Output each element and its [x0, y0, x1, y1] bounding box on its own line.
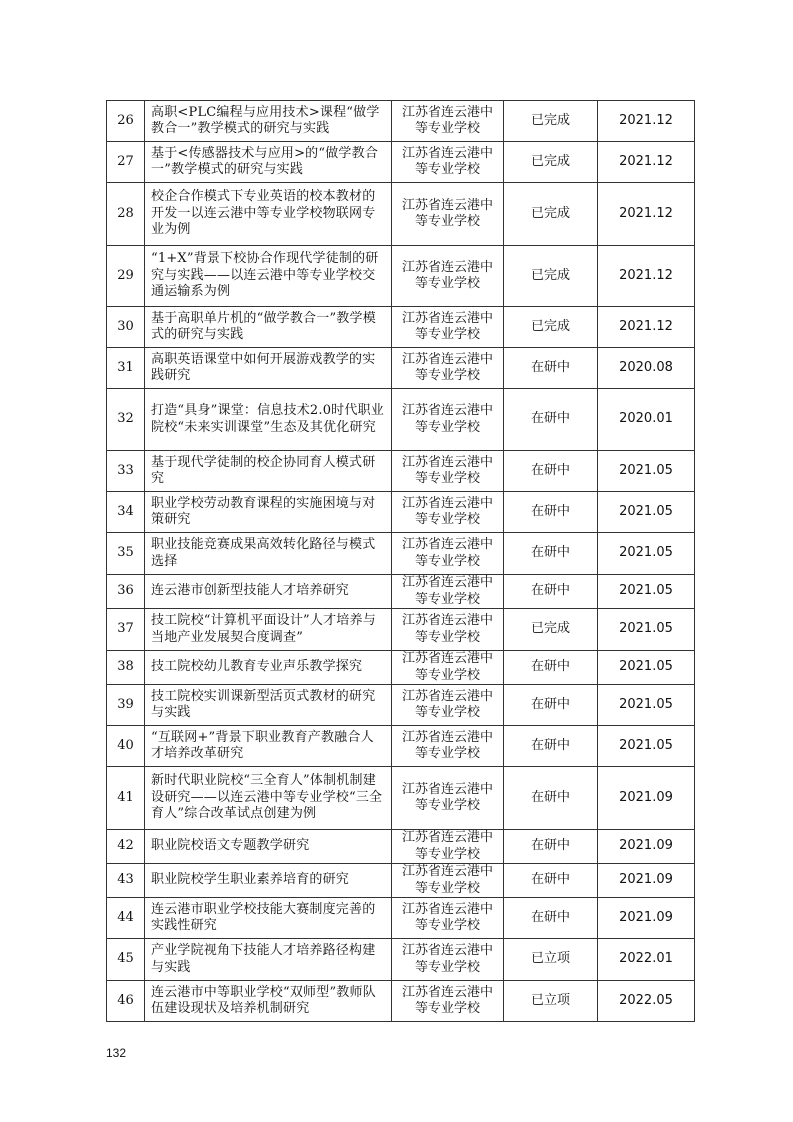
unit-name: 江苏省连云港中等专业学校 — [392, 651, 504, 685]
project-status: 在研中 — [504, 864, 598, 898]
row-number: 44 — [107, 898, 145, 939]
row-number: 45 — [107, 939, 145, 981]
unit-name: 江苏省连云港中等专业学校 — [392, 183, 504, 246]
project-status: 已完成 — [504, 183, 598, 246]
project-title: 职业学校劳动教育课程的实施困境与对策研究 — [145, 492, 392, 533]
project-title: 连云港市创新型技能人才培养研究 — [145, 575, 392, 609]
project-status: 在研中 — [504, 389, 598, 451]
unit-name: 江苏省连云港中等专业学校 — [392, 864, 504, 898]
project-title: “1+X”背景下校协合作现代学徒制的研究与实践——以连云港中等专业学校交通运输系为例 — [145, 246, 392, 307]
row-number: 46 — [107, 981, 145, 1022]
row-number: 29 — [107, 246, 145, 307]
row-number: 28 — [107, 183, 145, 246]
project-date: 2022.01 — [598, 939, 695, 981]
project-status: 已完成 — [504, 609, 598, 651]
row-number: 41 — [107, 767, 145, 830]
project-status: 已完成 — [504, 246, 598, 307]
table-row — [107, 651, 695, 685]
table-row — [107, 981, 695, 1022]
table-row — [107, 685, 695, 726]
unit-name: 江苏省连云港中等专业学校 — [392, 389, 504, 451]
row-number: 39 — [107, 685, 145, 726]
row-number: 34 — [107, 492, 145, 533]
project-status: 在研中 — [504, 533, 598, 575]
table-row — [107, 830, 695, 864]
table-row — [107, 389, 695, 451]
table-row — [107, 183, 695, 246]
project-date: 2021.12 — [598, 307, 695, 348]
project-status: 已立项 — [504, 981, 598, 1022]
table-row — [107, 307, 695, 348]
row-number: 32 — [107, 389, 145, 451]
project-date: 2021.09 — [598, 864, 695, 898]
table-row — [107, 767, 695, 830]
table-body — [107, 101, 695, 1022]
row-number: 33 — [107, 451, 145, 492]
table-row — [107, 246, 695, 307]
unit-name: 江苏省连云港中等专业学校 — [392, 492, 504, 533]
table-row — [107, 939, 695, 981]
table-row — [107, 348, 695, 389]
table-row — [107, 898, 695, 939]
project-title: 职业技能竞赛成果高效转化路径与模式选择 — [145, 533, 392, 575]
project-title: 基于现代学徒制的校企协同育人模式研究 — [145, 451, 392, 492]
project-date: 2021.05 — [598, 533, 695, 575]
project-title: 打造“具身”课堂：信息技术2.0时代职业院校“未来实训课堂”生态及其优化研究 — [145, 389, 392, 451]
project-date: 2021.05 — [598, 451, 695, 492]
project-status: 在研中 — [504, 451, 598, 492]
row-number: 35 — [107, 533, 145, 575]
row-number: 27 — [107, 142, 145, 183]
table-row — [107, 142, 695, 183]
page-number: 132 — [106, 1046, 127, 1060]
project-date: 2021.09 — [598, 898, 695, 939]
table-row — [107, 864, 695, 898]
unit-name: 江苏省连云港中等专业学校 — [392, 307, 504, 348]
project-date: 2021.12 — [598, 246, 695, 307]
project-status: 在研中 — [504, 767, 598, 830]
project-date: 2020.08 — [598, 348, 695, 389]
table-row — [107, 492, 695, 533]
project-status: 在研中 — [504, 830, 598, 864]
unit-name: 江苏省连云港中等专业学校 — [392, 767, 504, 830]
unit-name: 江苏省连云港中等专业学校 — [392, 981, 504, 1022]
table-row — [107, 575, 695, 609]
unit-name: 江苏省连云港中等专业学校 — [392, 609, 504, 651]
project-date: 2022.05 — [598, 981, 695, 1022]
row-number: 42 — [107, 830, 145, 864]
unit-name: 江苏省连云港中等专业学校 — [392, 939, 504, 981]
project-title: 连云港市中等职业学校“双师型”教师队伍建设现状及培养机制研究 — [145, 981, 392, 1022]
row-number: 31 — [107, 348, 145, 389]
project-title: 高职<PLC编程与应用技术>课程“做学教合一”教学模式的研究与实践 — [145, 101, 392, 142]
table-row — [107, 609, 695, 651]
project-status: 在研中 — [504, 685, 598, 726]
project-title: 高职英语课堂中如何开展游戏教学的实践研究 — [145, 348, 392, 389]
unit-name: 江苏省连云港中等专业学校 — [392, 142, 504, 183]
project-date: 2020.01 — [598, 389, 695, 451]
project-date: 2021.05 — [598, 575, 695, 609]
project-title: 技工院校“计算机平面设计”人才培养与当地产业发展契合度调查” — [145, 609, 392, 651]
project-status: 在研中 — [504, 898, 598, 939]
project-title: 职业院校语文专题教学研究 — [145, 830, 392, 864]
row-number: 36 — [107, 575, 145, 609]
unit-name: 江苏省连云港中等专业学校 — [392, 685, 504, 726]
project-date: 2021.05 — [598, 492, 695, 533]
project-date: 2021.05 — [598, 609, 695, 651]
project-status: 在研中 — [504, 726, 598, 767]
project-date: 2021.12 — [598, 183, 695, 246]
unit-name: 江苏省连云港中等专业学校 — [392, 726, 504, 767]
unit-name: 江苏省连云港中等专业学校 — [392, 533, 504, 575]
project-title: 基于高职单片机的“做学教合一”教学模式的研究与实践 — [145, 307, 392, 348]
project-status: 已完成 — [504, 307, 598, 348]
table-row — [107, 726, 695, 767]
project-date: 2021.09 — [598, 767, 695, 830]
project-title: 新时代职业院校“三全育人”体制机制建设研究——以连云港中等专业学校“三全育人”综合改革试点创建为例 — [145, 767, 392, 830]
project-title: 产业学院视角下技能人才培养路径构建与实践 — [145, 939, 392, 981]
project-title: 技工院校实训课新型活页式教材的研究与实践 — [145, 685, 392, 726]
project-title: 校企合作模式下专业英语的校本教材的开发一以连云港中等专业学校物联网专业为例 — [145, 183, 392, 246]
project-date: 2021.12 — [598, 142, 695, 183]
project-date: 2021.05 — [598, 651, 695, 685]
table-row — [107, 533, 695, 575]
unit-name: 江苏省连云港中等专业学校 — [392, 348, 504, 389]
research-projects-table — [106, 100, 695, 1022]
unit-name: 江苏省连云港中等专业学校 — [392, 575, 504, 609]
row-number: 43 — [107, 864, 145, 898]
row-number: 26 — [107, 101, 145, 142]
unit-name: 江苏省连云港中等专业学校 — [392, 451, 504, 492]
row-number: 40 — [107, 726, 145, 767]
project-status: 已完成 — [504, 142, 598, 183]
project-title: 基于<传感器技术与应用>的“做学教合一”教学模式的研究与实践 — [145, 142, 392, 183]
project-date: 2021.05 — [598, 685, 695, 726]
project-status: 在研中 — [504, 651, 598, 685]
project-status: 在研中 — [504, 492, 598, 533]
row-number: 38 — [107, 651, 145, 685]
unit-name: 江苏省连云港中等专业学校 — [392, 246, 504, 307]
project-status: 在研中 — [504, 348, 598, 389]
unit-name: 江苏省连云港中等专业学校 — [392, 830, 504, 864]
project-status: 已完成 — [504, 101, 598, 142]
table-row — [107, 101, 695, 142]
project-date: 2021.12 — [598, 101, 695, 142]
project-title: 技工院校幼儿教育专业声乐教学探究 — [145, 651, 392, 685]
project-status: 在研中 — [504, 575, 598, 609]
project-title: 连云港市职业学校技能大赛制度完善的实践性研究 — [145, 898, 392, 939]
table-row — [107, 451, 695, 492]
row-number: 30 — [107, 307, 145, 348]
unit-name: 江苏省连云港中等专业学校 — [392, 898, 504, 939]
row-number: 37 — [107, 609, 145, 651]
project-date: 2021.09 — [598, 830, 695, 864]
project-title: 职业院校学生职业素养培育的研究 — [145, 864, 392, 898]
unit-name: 江苏省连云港中等专业学校 — [392, 101, 504, 142]
project-title: “互联网+”背景下职业教育产教融合人才培养改革研究 — [145, 726, 392, 767]
project-status: 已立项 — [504, 939, 598, 981]
project-date: 2021.05 — [598, 726, 695, 767]
